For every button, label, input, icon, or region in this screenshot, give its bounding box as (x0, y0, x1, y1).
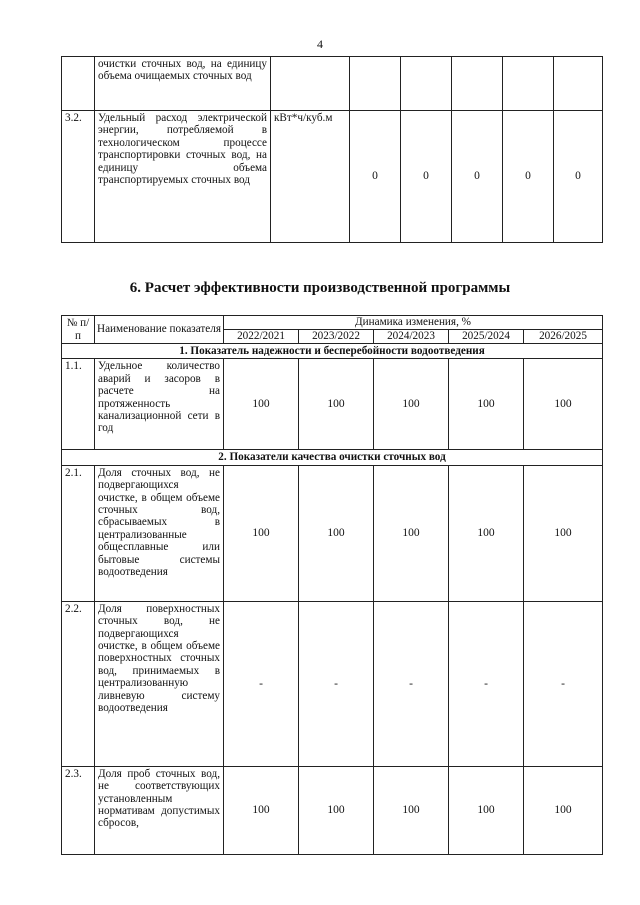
cell-value: 100 (524, 766, 603, 854)
cell-value: 100 (374, 465, 449, 601)
table-row (62, 601, 603, 766)
cell-num: 3.2. (62, 111, 95, 243)
cell-num: 1.1. (62, 359, 95, 450)
header-num: № п/п (62, 316, 95, 344)
cell-indicator-text: Доля проб сточных вод, не соответствующих установленным нормативам допустимых сбросов, (95, 766, 224, 854)
cell-value: 100 (524, 465, 603, 601)
cell-value: - (299, 601, 374, 766)
cell-unit (271, 57, 350, 111)
cell-value: - (524, 601, 603, 766)
table-row (62, 359, 603, 450)
page-number: 4 (317, 37, 323, 51)
cell-value: - (374, 601, 449, 766)
cell-unit: кВт*ч/куб.м (271, 111, 350, 243)
header-year: 2023/2022 (299, 330, 374, 344)
cell-value: 100 (224, 359, 299, 450)
cell-indicator-text: Доля поверхностных сточных вод, не подвергающихся очистке, в общем объеме поверхностных сточных вод, принимаемых в централизованную ливневую систему водоотведения (95, 601, 224, 766)
section-row (62, 344, 603, 359)
cell-num: 2.3. (62, 766, 95, 854)
section-row (62, 450, 603, 465)
continued-indicators-table (61, 56, 603, 243)
cell-value: 0 (401, 111, 452, 243)
header-year: 2022/2021 (224, 330, 299, 344)
cell-value: 100 (449, 465, 524, 601)
cell-value: 0 (503, 111, 554, 243)
cell-indicator-text: Удельный расход электрической энергии, потребляемой в технологическом процессе транспортировки сточных вод, на единицу объема транспортируемых сточных вод (95, 111, 271, 243)
table-row (62, 57, 603, 111)
efficiency-table (61, 315, 603, 855)
cell-value: 0 (554, 111, 603, 243)
table-row (62, 465, 603, 601)
cell-num (62, 57, 95, 111)
cell-value: 100 (299, 465, 374, 601)
section-title: 2. Показатели качества очистки сточных вод (62, 450, 603, 465)
section-title: 1. Показатель надежности и бесперебойности водоотведения (62, 344, 603, 359)
cell-num: 2.1. (62, 465, 95, 601)
cell-value: 100 (299, 359, 374, 450)
cell-indicator-text: Удельное количество аварий и засоров в расчете на протяженность канализационной сети в год (95, 359, 224, 450)
cell-indicator-text: очистки сточных вод, на единицу объема очищаемых сточных вод (95, 57, 271, 111)
cell-value: 100 (374, 766, 449, 854)
cell-value: 100 (224, 465, 299, 601)
cell-value: 0 (350, 111, 401, 243)
header-year: 2025/2024 (449, 330, 524, 344)
cell-value: 100 (224, 766, 299, 854)
table-row (62, 766, 603, 854)
cell-value: - (449, 601, 524, 766)
cell-value: 0 (452, 111, 503, 243)
table-row (62, 111, 603, 243)
section-heading: 6. Расчет эффективности производственной программы (129, 280, 511, 296)
cell-value: 100 (374, 359, 449, 450)
table-header-row (62, 316, 603, 330)
header-name: Наименование показателя (95, 316, 224, 344)
cell-value: 100 (524, 359, 603, 450)
cell-num: 2.2. (62, 601, 95, 766)
cell-value: 100 (449, 766, 524, 854)
header-year: 2024/2023 (374, 330, 449, 344)
header-year: 2026/2025 (524, 330, 603, 344)
cell-value: - (224, 601, 299, 766)
cell-value: 100 (299, 766, 374, 854)
cell-value: 100 (449, 359, 524, 450)
header-dynamics: Динамика изменения, % (224, 316, 603, 330)
cell-indicator-text: Доля сточных вод, не подвергающихся очистке, в общем объеме сточных вод, сбрасываемых в централизованные общесплавные или бытовые системы водоотведения (95, 465, 224, 601)
